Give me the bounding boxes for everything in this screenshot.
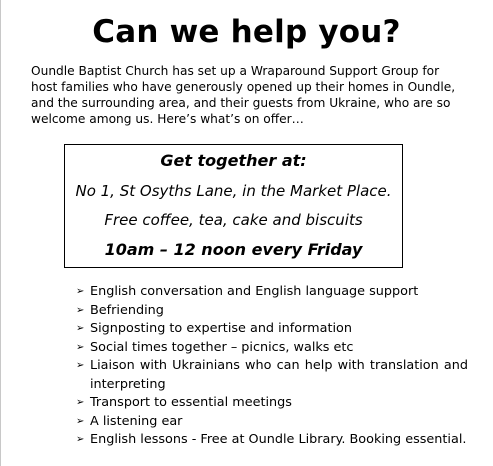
list-item-label: English conversation and English language support [90,284,419,299]
list-item-label: English lessons - Free at Oundle Library. Booking essential. [90,432,467,447]
page-edge-divider [0,0,1,466]
list-item [76,320,468,339]
arrow-bullet-icon: ➢ [76,286,85,297]
event-heading: Get together at: [160,151,307,170]
arrow-bullet-icon: ➢ [76,323,85,334]
event-info-box [64,144,403,268]
page-title: Can we help you? [92,14,401,50]
offers-list [76,283,468,450]
list-item-label: Liaison with Ukrainians who can help with translation and interpreting [90,358,468,392]
arrow-bullet-icon: ➢ [76,397,85,408]
list-item [76,413,468,432]
list-item [76,357,468,394]
arrow-bullet-icon: ➢ [76,434,85,445]
arrow-bullet-icon: ➢ [76,341,85,353]
list-item-label: A listening ear [90,413,183,429]
intro-paragraph: Oundle Baptist Church has set up a Wraparound Support Group for host families who have generously opened up their homes in Oundle, and the surrounding area, and their guests from Ukraine, who are so welcome among us. Here’s what’s on offer… [31,64,456,126]
arrow-bullet-icon: ➢ [76,360,85,371]
event-time: 10am – 12 noon every Friday [104,240,363,259]
list-item-label: Social times together – picnics, walks etc [90,339,354,355]
list-item [76,283,468,302]
list-item [76,302,468,321]
list-item-label: Transport to essential meetings [90,395,292,410]
list-item [76,431,468,450]
event-refreshments: Free coffee, tea, cake and biscuits [104,211,363,229]
list-item [76,394,468,413]
event-address: No 1, St Osyths Lane, in the Market Place. [75,182,392,200]
arrow-bullet-icon: ➢ [76,304,85,316]
arrow-bullet-icon: ➢ [76,415,85,427]
list-item-label: Befriending [90,302,164,318]
list-item-label: Signposting to expertise and information [90,321,352,336]
list-item [76,339,468,358]
